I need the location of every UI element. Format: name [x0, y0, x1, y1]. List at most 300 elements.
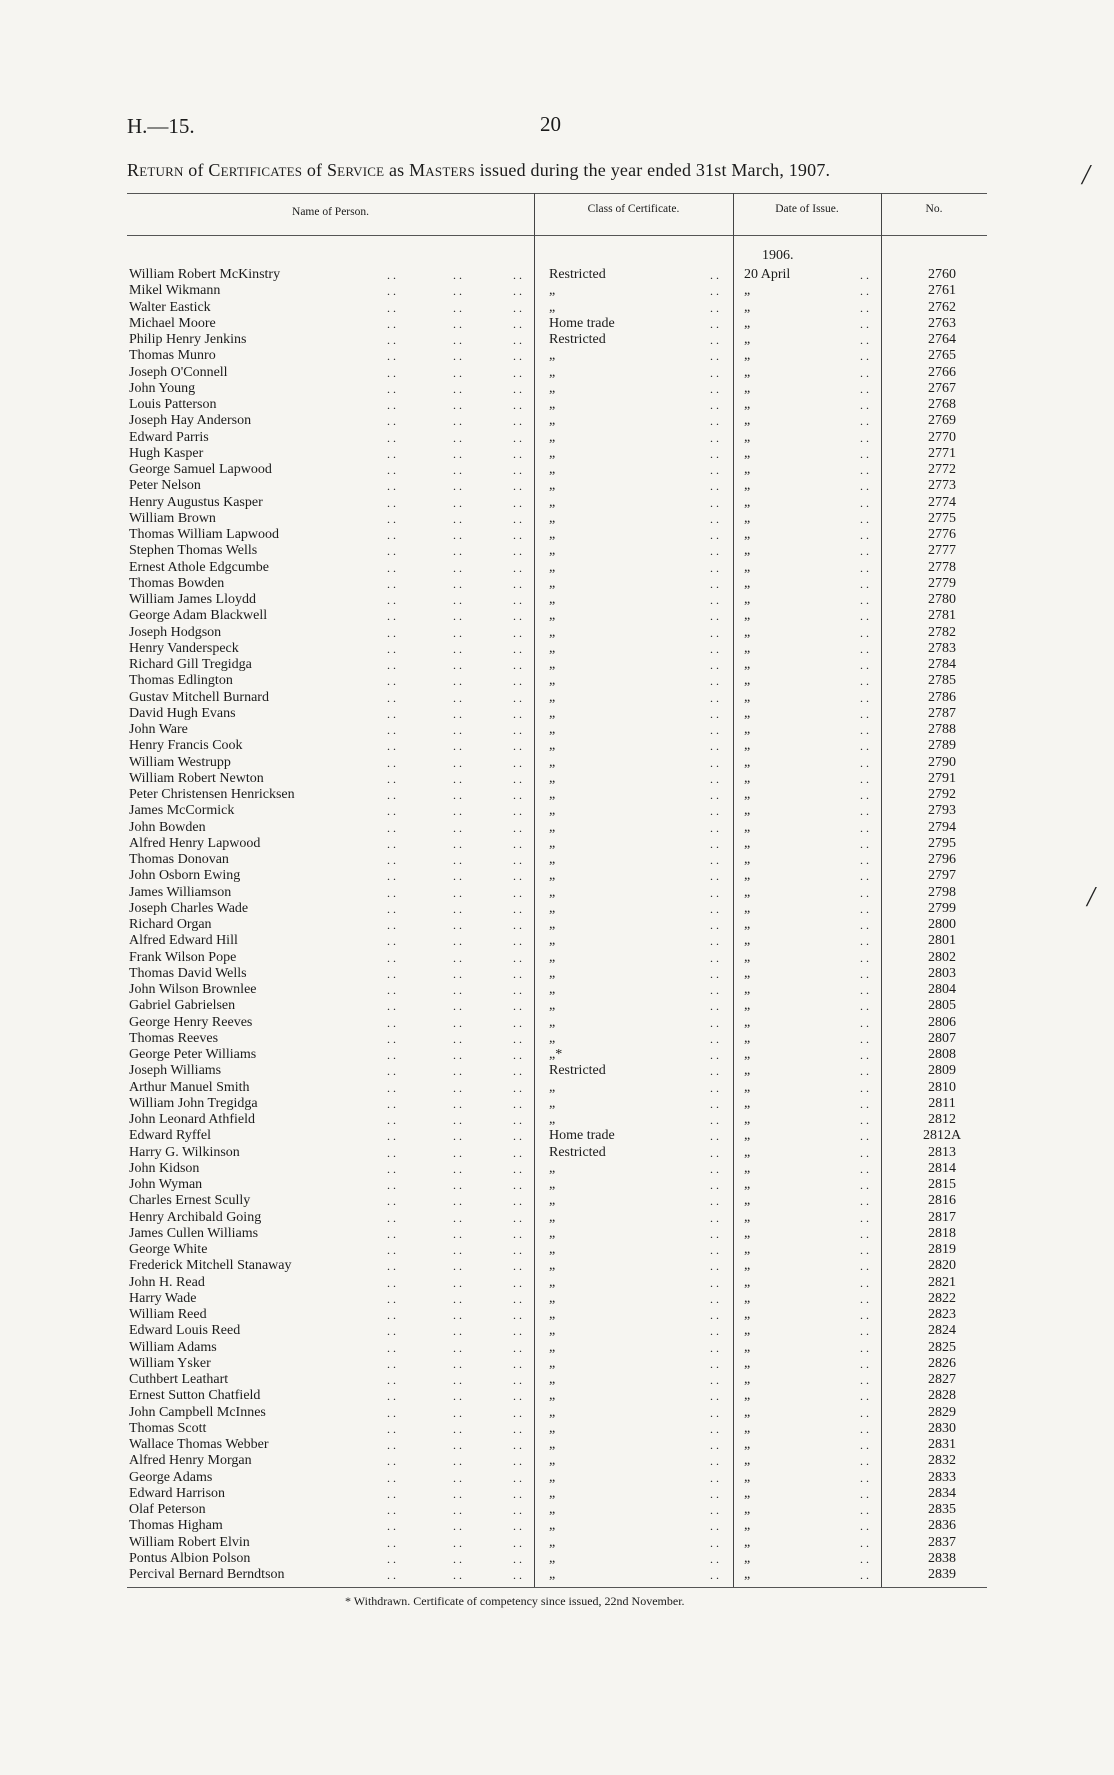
- issue-date: „: [744, 1128, 751, 1144]
- leader-dots: ..: [513, 511, 525, 526]
- table-bottom-rule: [127, 1587, 987, 1588]
- leader-dots: ..: [860, 983, 872, 997]
- leader-dots: ..: [710, 885, 722, 900]
- table-row: [0, 1242, 1114, 1258]
- table-row: [0, 446, 1114, 462]
- person-name: Edward Ryffel: [129, 1128, 211, 1144]
- certificate-number: 2817: [928, 1209, 956, 1225]
- leader-dots: ..: [860, 1373, 872, 1387]
- leader-dots: ..: [860, 1015, 872, 1030]
- leader-dots: ..: [453, 1503, 465, 1517]
- leader-dots: ..: [710, 690, 722, 705]
- issue-date: „: [744, 1323, 751, 1339]
- certificate-number: 2783: [928, 640, 956, 656]
- leader-dots: ..: [453, 1421, 465, 1436]
- leader-dots: ..: [453, 1519, 465, 1534]
- certificate-number: 2823: [928, 1307, 956, 1322]
- leader-dots: ..: [387, 528, 399, 542]
- leader-dots: ..: [453, 755, 465, 770]
- table-row: [0, 1486, 1114, 1502]
- leader-dots: ..: [453, 1308, 465, 1322]
- leader-dots: ..: [710, 918, 722, 932]
- person-name: Wallace Thomas Webber: [129, 1437, 269, 1452]
- leader-dots: ..: [860, 1308, 872, 1322]
- leader-dots: ..: [860, 625, 872, 640]
- certificate-number: 2793: [928, 803, 956, 819]
- issue-date: „: [744, 819, 751, 835]
- leader-dots: ..: [710, 1551, 722, 1566]
- leader-dots: ..: [387, 1324, 399, 1339]
- certificate-number: 2822: [928, 1290, 956, 1306]
- leader-dots: ..: [710, 869, 722, 884]
- leader-dots: ..: [513, 446, 525, 461]
- leader-dots: ..: [860, 1568, 872, 1582]
- leader-dots: ..: [513, 820, 525, 835]
- table-row: [0, 397, 1114, 413]
- person-name: George Adam Blackwell: [129, 608, 268, 624]
- leader-dots: ..: [513, 625, 525, 640]
- leader-dots: ..: [710, 983, 722, 997]
- leader-dots: ..: [453, 723, 465, 737]
- certificate-number: 2763: [928, 315, 956, 331]
- certificate-number: 2835: [928, 1502, 956, 1517]
- leader-dots: ..: [860, 1064, 872, 1079]
- leader-dots: ..: [453, 674, 465, 689]
- leader-dots: ..: [387, 398, 399, 412]
- certificate-number: 2830: [928, 1420, 956, 1436]
- person-name: George Peter Williams: [129, 1047, 257, 1062]
- leader-dots: ..: [710, 625, 722, 640]
- table-row: [0, 1340, 1114, 1356]
- certificate-number: 2769: [928, 413, 956, 429]
- leader-dots: ..: [387, 885, 399, 900]
- leader-dots: ..: [387, 1243, 399, 1257]
- leader-dots: ..: [710, 1503, 722, 1517]
- issue-date: „: [744, 965, 751, 981]
- table-row: [0, 413, 1114, 429]
- table-row: [0, 1291, 1114, 1307]
- issue-date: „: [744, 657, 751, 672]
- issue-date: „: [744, 1372, 751, 1387]
- certificate-class: Home trade: [549, 1128, 615, 1144]
- leader-dots: ..: [453, 999, 465, 1014]
- table-row: [0, 1226, 1114, 1242]
- leader-dots: ..: [513, 836, 525, 851]
- leader-dots: ..: [453, 1226, 465, 1241]
- leader-dots: ..: [710, 1470, 722, 1485]
- person-name: Joseph O'Connell: [129, 364, 228, 380]
- leader-dots: ..: [860, 1048, 872, 1062]
- table-row: [0, 1502, 1114, 1518]
- person-name: John Osborn Ewing: [129, 868, 241, 884]
- leader-dots: ..: [710, 479, 722, 494]
- issue-date: „: [744, 348, 751, 364]
- person-name: William Robert Newton: [129, 770, 264, 786]
- leader-dots: ..: [710, 333, 722, 347]
- leader-dots: ..: [710, 1113, 722, 1127]
- certificate-class: „: [549, 1372, 556, 1387]
- leader-dots: ..: [860, 820, 872, 835]
- title-word: of: [306, 160, 323, 180]
- certificate-number: 2768: [928, 397, 956, 412]
- issue-date: „: [744, 380, 751, 396]
- issue-date: „: [744, 787, 751, 802]
- leader-dots: ..: [860, 999, 872, 1014]
- leader-dots: ..: [513, 901, 525, 916]
- leader-dots: ..: [513, 1373, 525, 1387]
- leader-dots: ..: [860, 1470, 872, 1485]
- leader-dots: ..: [513, 1308, 525, 1322]
- certificate-class: „: [549, 738, 556, 754]
- leader-dots: ..: [710, 268, 722, 282]
- leader-dots: ..: [710, 576, 722, 591]
- leader-dots: ..: [387, 1226, 399, 1241]
- certificate-class: „: [549, 624, 556, 640]
- certificate-number: 2772: [928, 462, 956, 477]
- issue-date: „: [744, 462, 751, 477]
- leader-dots: ..: [710, 414, 722, 429]
- certificate-number: 2773: [928, 478, 956, 494]
- certificate-class: „: [549, 462, 556, 477]
- certificate-class: „: [549, 494, 556, 510]
- issue-date: „: [744, 933, 751, 949]
- leader-dots: ..: [387, 1470, 399, 1485]
- person-name: Stephen Thomas Wells: [129, 543, 258, 559]
- issue-date: „: [744, 1177, 751, 1192]
- certificate-number: 2834: [928, 1485, 956, 1501]
- leader-dots: ..: [453, 1259, 465, 1274]
- person-name: Thomas Donovan: [129, 852, 229, 867]
- table-row: [0, 430, 1114, 446]
- table-row: [0, 868, 1114, 884]
- table-row: [0, 1112, 1114, 1128]
- person-name: Thomas Reeves: [129, 1030, 219, 1046]
- leader-dots: ..: [710, 349, 722, 364]
- leader-dots: ..: [710, 1259, 722, 1274]
- certificate-class: „: [549, 510, 556, 526]
- certificate-class: „: [549, 1502, 556, 1517]
- leader-dots: ..: [710, 836, 722, 851]
- person-name: Henry Augustus Kasper: [129, 494, 263, 510]
- table-row: [0, 950, 1114, 966]
- certificate-class: „: [549, 982, 556, 997]
- leader-dots: ..: [860, 398, 872, 412]
- certificate-class: „: [549, 754, 556, 770]
- leader-dots: ..: [387, 934, 399, 949]
- certificate-number: 2820: [928, 1258, 956, 1274]
- table-row: [0, 690, 1114, 706]
- table-row: [0, 738, 1114, 754]
- leader-dots: ..: [710, 755, 722, 770]
- leader-dots: ..: [710, 901, 722, 916]
- leader-dots: ..: [387, 593, 399, 607]
- person-name: Olaf Peterson: [129, 1502, 206, 1517]
- certificate-number: 2824: [928, 1323, 956, 1339]
- table-row: [0, 462, 1114, 478]
- leader-dots: ..: [453, 1535, 465, 1550]
- leader-dots: ..: [387, 1096, 399, 1111]
- page-number: 20: [540, 112, 561, 136]
- leader-dots: ..: [860, 706, 872, 721]
- leader-dots: ..: [387, 316, 399, 331]
- issue-date: „: [744, 1160, 751, 1176]
- leader-dots: ..: [387, 268, 399, 282]
- leader-dots: ..: [453, 1568, 465, 1582]
- issue-date: „: [744, 413, 751, 429]
- leader-dots: ..: [513, 950, 525, 965]
- leader-dots: ..: [387, 674, 399, 689]
- leader-dots: ..: [710, 804, 722, 819]
- table-row: [0, 998, 1114, 1014]
- issue-date: „: [744, 494, 751, 510]
- leader-dots: ..: [860, 414, 872, 429]
- leader-dots: ..: [513, 706, 525, 721]
- leader-dots: ..: [387, 739, 399, 754]
- table-row: [0, 365, 1114, 381]
- leader-dots: ..: [387, 381, 399, 396]
- leader-dots: ..: [453, 511, 465, 526]
- leader-dots: ..: [453, 316, 465, 331]
- leader-dots: ..: [453, 1243, 465, 1257]
- leader-dots: ..: [453, 934, 465, 949]
- table-row: [0, 641, 1114, 657]
- table-row: [0, 511, 1114, 527]
- issue-date: „: [744, 1274, 751, 1290]
- leader-dots: ..: [513, 1421, 525, 1436]
- page-header: [127, 112, 977, 142]
- issue-date: „: [744, 770, 751, 786]
- certificate-class: „: [549, 1388, 556, 1404]
- leader-dots: ..: [387, 999, 399, 1014]
- leader-dots: ..: [453, 901, 465, 916]
- issue-date: „: [744, 1047, 751, 1062]
- leader-dots: ..: [453, 885, 465, 900]
- leader-dots: ..: [860, 609, 872, 624]
- leader-dots: ..: [513, 1291, 525, 1306]
- certificate-number: 2839: [928, 1567, 956, 1582]
- leader-dots: ..: [513, 1080, 525, 1095]
- certificate-class: „: [549, 640, 556, 656]
- issue-date: „: [744, 1258, 751, 1274]
- issue-date: „: [744, 364, 751, 380]
- table-row: [0, 1453, 1114, 1469]
- leader-dots: ..: [710, 1373, 722, 1387]
- certificate-class: „: [549, 1258, 556, 1274]
- certificate-number: 2776: [928, 527, 956, 542]
- issue-date: „: [744, 1030, 751, 1046]
- leader-dots: ..: [710, 300, 722, 315]
- leader-dots: ..: [513, 918, 525, 932]
- issue-date: „: [744, 705, 751, 721]
- leader-dots: ..: [860, 576, 872, 591]
- leader-dots: ..: [513, 1519, 525, 1534]
- person-name: George Samuel Lapwood: [129, 462, 272, 477]
- certificate-number: 2775: [928, 510, 956, 526]
- leader-dots: ..: [860, 934, 872, 949]
- certificate-number: 2807: [928, 1030, 956, 1046]
- certificate-number: 2836: [928, 1518, 956, 1534]
- leader-dots: ..: [860, 853, 872, 867]
- leader-dots: ..: [860, 674, 872, 689]
- title-word: as: [388, 160, 405, 180]
- issue-date: „: [744, 315, 751, 331]
- table-row: [0, 901, 1114, 917]
- table-row: [0, 560, 1114, 576]
- person-name: Thomas Higham: [129, 1518, 223, 1534]
- table-top-rule: [127, 193, 987, 194]
- leader-dots: ..: [387, 1048, 399, 1062]
- leader-dots: ..: [453, 658, 465, 672]
- leader-dots: ..: [387, 560, 399, 575]
- leader-dots: ..: [513, 739, 525, 754]
- leader-dots: ..: [387, 1275, 399, 1290]
- leader-dots: ..: [710, 1340, 722, 1355]
- table-row: [0, 933, 1114, 949]
- leader-dots: ..: [513, 788, 525, 802]
- leader-dots: ..: [453, 625, 465, 640]
- certificate-number: 2784: [928, 657, 956, 672]
- certificate-class: „: [549, 689, 556, 705]
- leader-dots: ..: [860, 268, 872, 282]
- leader-dots: ..: [710, 1454, 722, 1469]
- leader-dots: ..: [453, 463, 465, 477]
- leader-dots: ..: [453, 333, 465, 347]
- header-bottom-rule: [127, 235, 987, 236]
- table-row: [0, 576, 1114, 592]
- leader-dots: ..: [453, 1178, 465, 1192]
- leader-dots: ..: [710, 316, 722, 331]
- leader-dots: ..: [387, 1194, 399, 1209]
- certificate-class: „: [549, 1534, 556, 1550]
- table-row: [0, 787, 1114, 803]
- leader-dots: ..: [387, 446, 399, 461]
- leader-dots: ..: [453, 950, 465, 965]
- leader-dots: ..: [387, 1405, 399, 1420]
- leader-dots: ..: [387, 706, 399, 721]
- leader-dots: ..: [387, 414, 399, 429]
- issue-date: „: [744, 1339, 751, 1355]
- table-row: [0, 1047, 1114, 1063]
- table-row: [0, 1356, 1114, 1372]
- leader-dots: ..: [387, 479, 399, 494]
- table-row: [0, 1518, 1114, 1534]
- table-row: [0, 1015, 1114, 1031]
- leader-dots: ..: [387, 1356, 399, 1371]
- table-row: [0, 803, 1114, 819]
- certificate-class: „: [549, 348, 556, 364]
- leader-dots: ..: [513, 1161, 525, 1176]
- certificate-class: „: [549, 803, 556, 819]
- certificate-number: 2760: [928, 267, 956, 282]
- leader-dots: ..: [387, 1210, 399, 1225]
- leader-dots: ..: [453, 381, 465, 396]
- leader-dots: ..: [513, 300, 525, 315]
- certificate-number: 2811: [928, 1095, 956, 1111]
- leader-dots: ..: [513, 1031, 525, 1046]
- person-name: George White: [129, 1242, 208, 1257]
- leader-dots: ..: [860, 1080, 872, 1095]
- certificate-number: 2832: [928, 1453, 956, 1469]
- leader-dots: ..: [710, 463, 722, 477]
- leader-dots: ..: [387, 804, 399, 819]
- certificate-class: „: [549, 429, 556, 445]
- leader-dots: ..: [513, 1194, 525, 1209]
- leader-dots: ..: [710, 934, 722, 949]
- certificate-class: „: [549, 835, 556, 851]
- table-row: [0, 755, 1114, 771]
- leader-dots: ..: [513, 1324, 525, 1339]
- leader-dots: ..: [453, 1356, 465, 1371]
- leader-dots: ..: [513, 398, 525, 412]
- leader-dots: ..: [710, 950, 722, 965]
- certificate-number: 2814: [928, 1160, 956, 1176]
- title-word: Certificates: [208, 160, 303, 180]
- certificate-class: Restricted: [549, 1063, 606, 1079]
- person-name: George Henry Reeves: [129, 1014, 253, 1030]
- table-row: [0, 283, 1114, 299]
- issue-date: „: [744, 754, 751, 770]
- person-name: Percival Bernard Berndtson: [129, 1567, 285, 1582]
- leader-dots: ..: [513, 268, 525, 282]
- certificate-number: 2816: [928, 1193, 956, 1209]
- leader-dots: ..: [453, 398, 465, 412]
- leader-dots: ..: [513, 1535, 525, 1550]
- leader-dots: ..: [710, 1405, 722, 1420]
- leader-dots: ..: [860, 918, 872, 932]
- leader-dots: ..: [710, 1535, 722, 1550]
- certificate-number: 2791: [928, 770, 956, 786]
- leader-dots: ..: [710, 1064, 722, 1079]
- leader-dots: ..: [710, 560, 722, 575]
- leader-dots: ..: [860, 300, 872, 315]
- table-row: [0, 982, 1114, 998]
- leader-dots: ..: [860, 804, 872, 819]
- leader-dots: ..: [453, 1438, 465, 1452]
- leader-dots: ..: [453, 641, 465, 656]
- leader-dots: ..: [860, 365, 872, 380]
- certificate-number: 2788: [928, 722, 956, 737]
- person-name: Alfred Henry Lapwood: [129, 835, 261, 851]
- certificate-class: „: [549, 900, 556, 916]
- certificate-number: 2831: [928, 1437, 956, 1452]
- leader-dots: ..: [387, 1259, 399, 1274]
- certificate-class: „: [549, 559, 556, 575]
- leader-dots: ..: [860, 966, 872, 981]
- leader-dots: ..: [387, 1486, 399, 1501]
- person-name: Joseph Hay Anderson: [129, 413, 252, 429]
- person-name: Edward Parris: [129, 429, 209, 445]
- leader-dots: ..: [710, 1275, 722, 1290]
- person-name: Ernest Athole Edgcumbe: [129, 559, 269, 575]
- leader-dots: ..: [860, 1031, 872, 1046]
- issue-date: „: [744, 640, 751, 656]
- leader-dots: ..: [387, 820, 399, 835]
- table-row: [0, 592, 1114, 608]
- table-row: [0, 478, 1114, 494]
- leader-dots: ..: [453, 609, 465, 624]
- leader-dots: ..: [453, 788, 465, 802]
- leader-dots: ..: [710, 1096, 722, 1111]
- issue-date: „: [744, 1209, 751, 1225]
- leader-dots: ..: [860, 1243, 872, 1257]
- leader-dots: ..: [453, 560, 465, 575]
- leader-dots: ..: [453, 1210, 465, 1225]
- leader-dots: ..: [453, 1129, 465, 1144]
- certificate-number: 2792: [928, 787, 956, 802]
- table-row: [0, 771, 1114, 787]
- table-row: [0, 543, 1114, 559]
- table-row: [0, 852, 1114, 868]
